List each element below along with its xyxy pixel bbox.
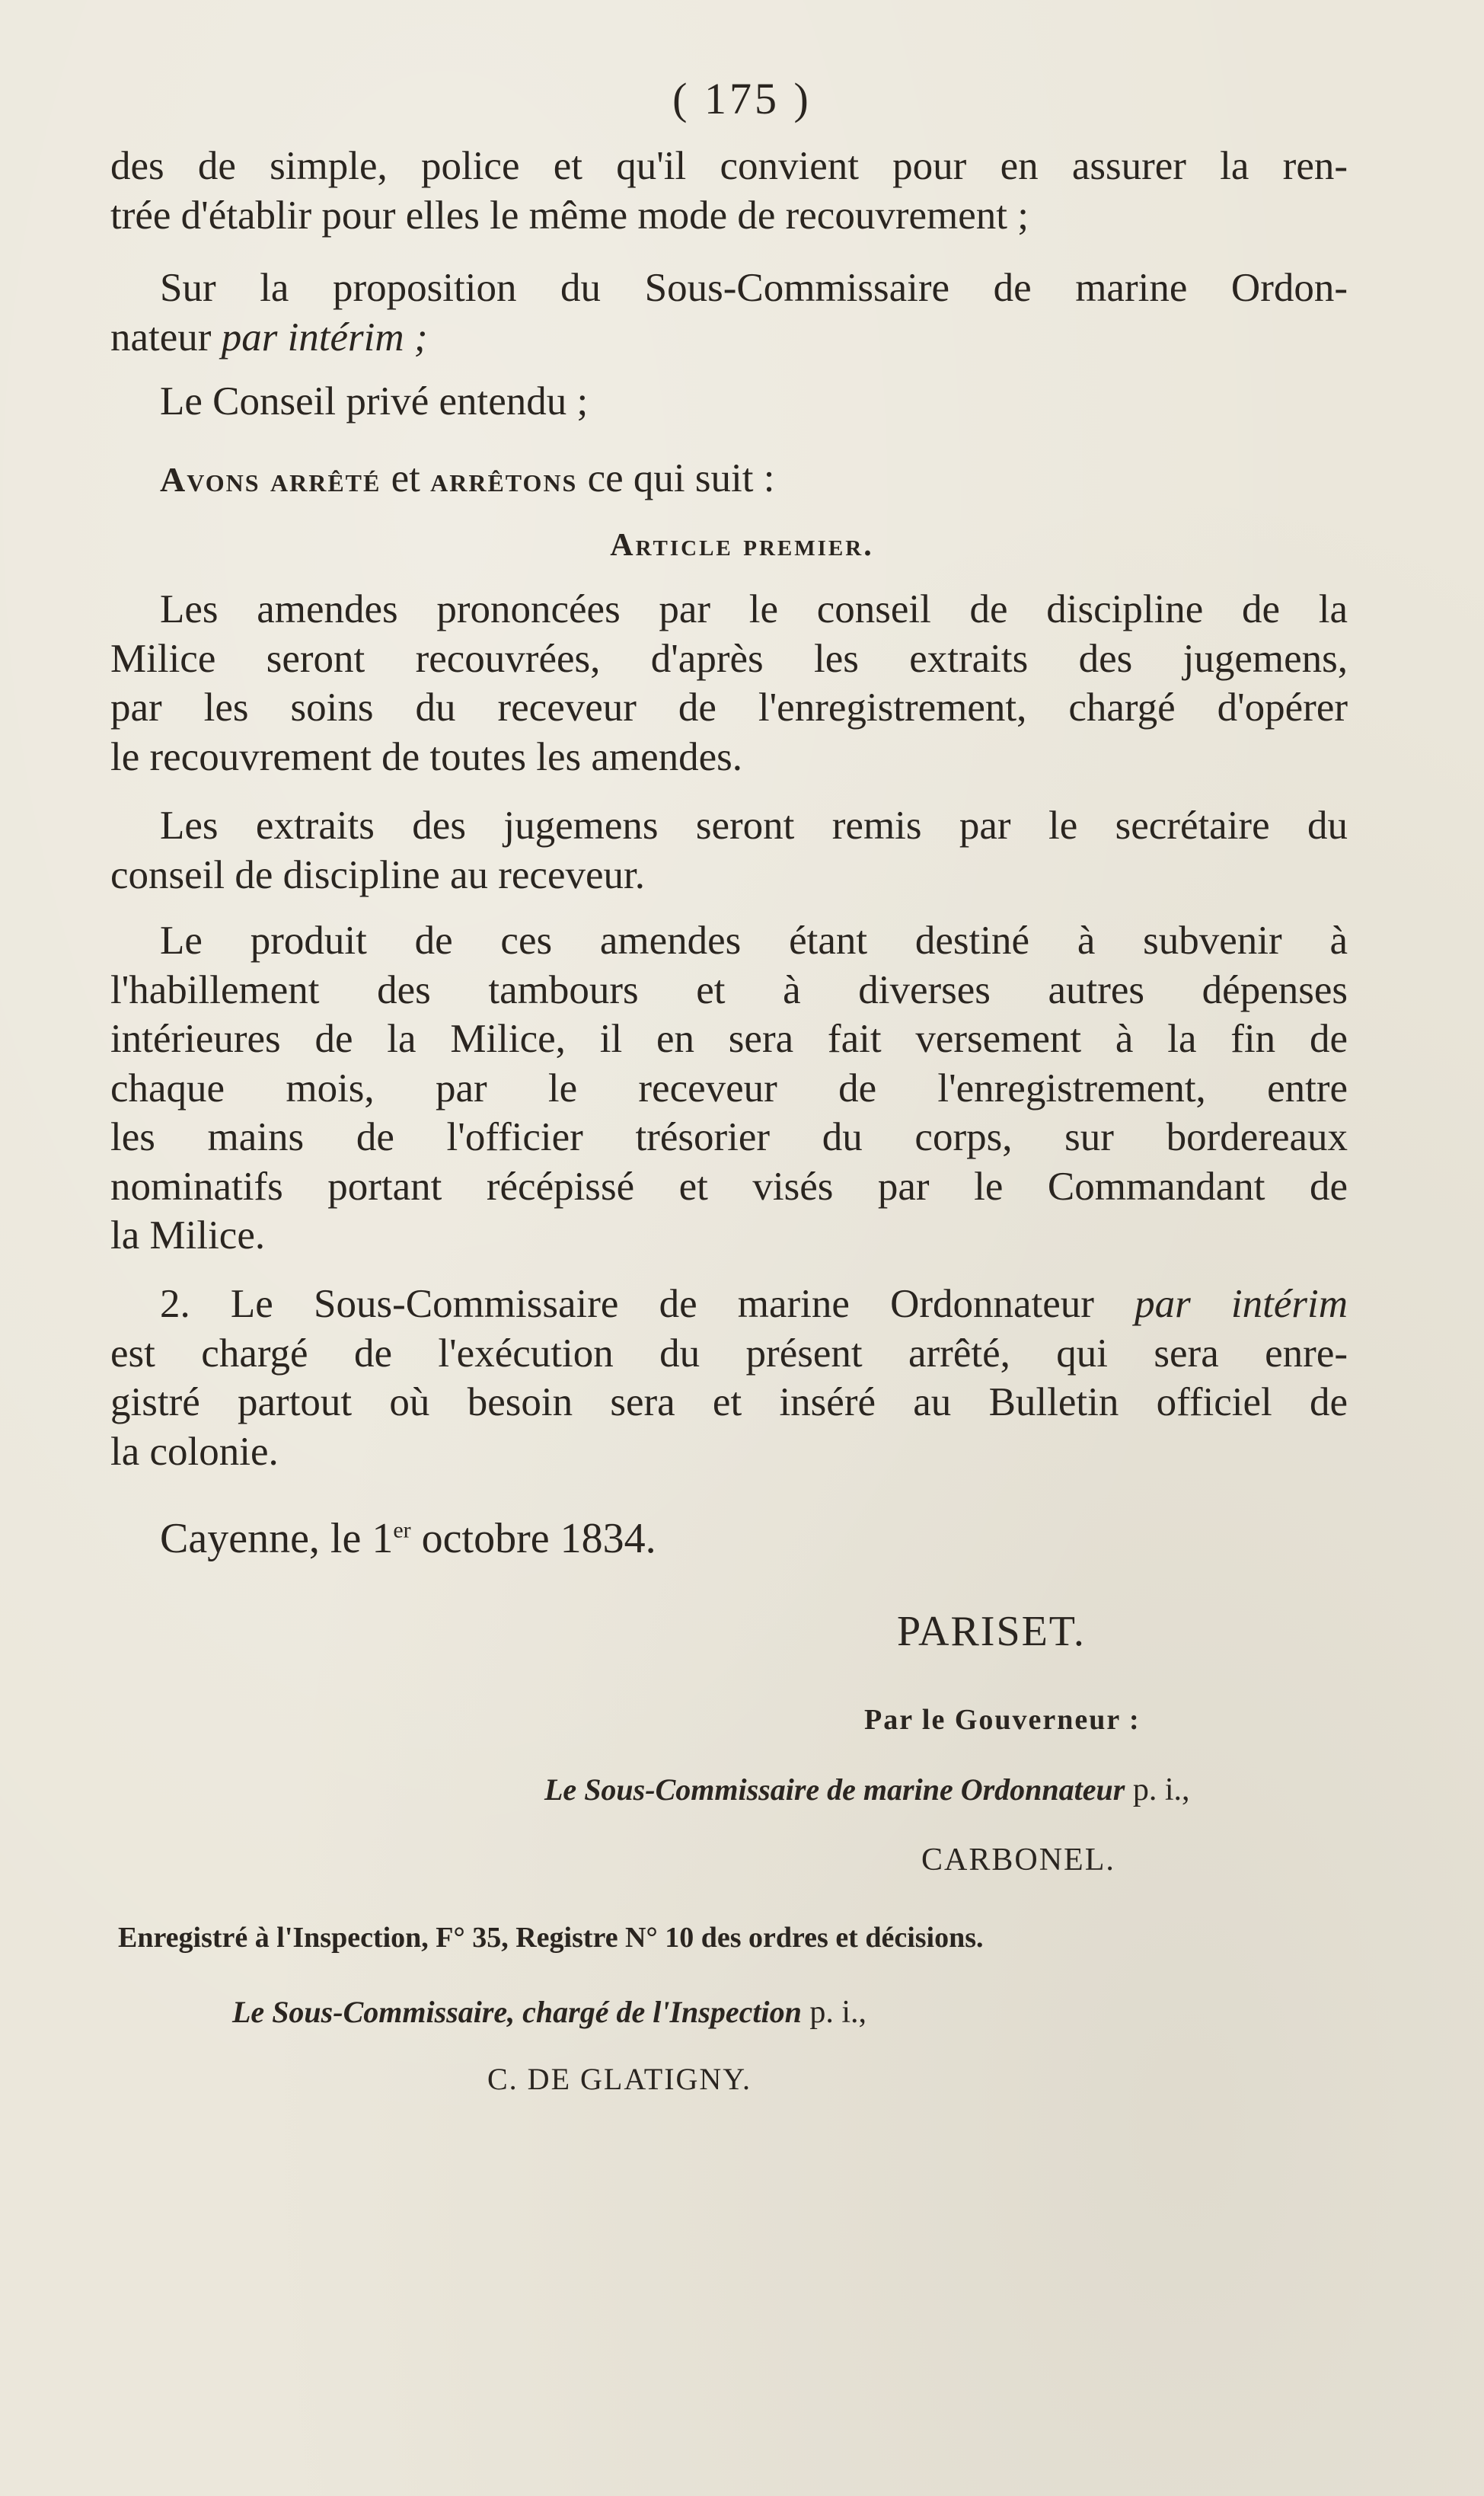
- paragraph-7-line-3: intérieures de la Milice, il en sera fait versement à la fin de: [110, 1017, 1348, 1061]
- paragraph-6-line-1: Les extraits des jugemens seront remis par le secrétaire du: [160, 804, 1348, 848]
- arretons: arrêtons: [430, 460, 578, 499]
- enregistre-line: Enregistré à l'Inspection, F° 35, Registre N° 10 des ordres et décisions.: [118, 1922, 984, 1954]
- date-line-rest: octobre 1834.: [410, 1515, 656, 1562]
- paragraph-7-line-6: nominatifs portant récépissé et visés par le Commandant de: [110, 1164, 1348, 1209]
- paragraph-8-line-1: [110, 1280, 1348, 1329]
- paragraph-7-line-2: l'habillement des tambours et à diverses autres dépenses: [110, 967, 1348, 1012]
- paragraph-5-line-1: Les amendes prononcées par le conseil de discipline de la: [160, 587, 1348, 631]
- par-le-gouverneur: Par le Gouverneur :: [864, 1704, 1141, 1736]
- paragraph-7-line-4: chaque mois, par le receveur de l'enregistrement, entre: [110, 1066, 1348, 1111]
- avons-arrete: Avons arrêté: [160, 460, 381, 499]
- paragraph-8-line-4: la colonie.: [110, 1429, 279, 1474]
- paragraph-5: [110, 585, 1348, 781]
- et-word: et: [381, 456, 431, 500]
- date-line-sup: er: [393, 1517, 411, 1543]
- paragraph-5-line-3: par les soins du receveur de l'enregistrement, chargé d'opérer: [110, 686, 1348, 730]
- paragraph-7: [110, 916, 1348, 1261]
- paragraph-1: [110, 142, 1348, 240]
- date-line-text: Cayenne, le 1: [160, 1515, 394, 1562]
- paragraph-2-line-2-plain: nateur: [110, 315, 222, 360]
- paragraph-8-line-2: est chargé de l'exécution du présent arrêté, qui sera enre-: [110, 1331, 1348, 1376]
- paragraph-8-line-1-plain: 2. Le Sous-Commissaire de marine Ordonnateur: [160, 1282, 1135, 1326]
- paragraph-8-line-3: gistré partout où besoin sera et inséré au Bulletin officiel de: [110, 1380, 1348, 1424]
- paragraph-3: Le Conseil privé entendu ;: [160, 379, 589, 423]
- sous-commissaire-line: [544, 1772, 1190, 1808]
- paragraph-4: [110, 454, 1397, 505]
- paragraph-7-line-1: Le produit de ces amendes étant destiné à subvenir à: [160, 919, 1348, 963]
- signature-de-glatigny: C. DE GLATIGNY.: [487, 2062, 752, 2096]
- paragraph-8-line-1-italic: par intérim: [1135, 1282, 1348, 1326]
- paragraph-2-line-1: Sur la proposition du Sous-Commissaire de marine Ordon-: [160, 266, 1348, 310]
- page-number: ( 175 ): [672, 74, 812, 123]
- paragraph-6: [110, 801, 1348, 900]
- article-heading: Article premier.: [610, 528, 874, 563]
- sous-commissaire-italic: Le Sous-Commissaire de marine Ordonnateur: [544, 1772, 1125, 1807]
- inspection-italic: Le Sous-Commissaire, chargé de l'Inspection: [232, 1995, 802, 2029]
- signature-pariset: PARISET.: [897, 1608, 1086, 1655]
- paragraph-1-line-2: trée d'établir pour elles le même mode de recouvrement ;: [110, 193, 1029, 238]
- ce-qui-suit: ce qui suit :: [577, 456, 775, 500]
- paragraph-7-line-7: la Milice.: [110, 1213, 266, 1258]
- paragraph-5-line-4: le recouvrement de toutes les amendes.: [110, 734, 743, 779]
- inspection-line: [232, 1994, 866, 2031]
- date-line: [160, 1514, 656, 1563]
- signature-carbonel: CARBONEL.: [921, 1842, 1115, 1878]
- paragraph-2-line-2: [110, 313, 1348, 363]
- paragraph-7-line-5: les mains de l'officier trésorier du corps, sur bordereaux: [110, 1115, 1348, 1159]
- paragraph-2-line-2-italic: par intérim ;: [221, 315, 428, 360]
- paragraph-5-line-2: Milice seront recouvrées, d'après les extraits des jugemens,: [110, 636, 1348, 681]
- inspection-pi: p. i.,: [801, 1995, 866, 2030]
- sous-commissaire-pi: p. i.,: [1125, 1772, 1190, 1807]
- paragraph-2: [110, 264, 1348, 362]
- paragraph-1-line-1: des de simple, police et qu'il convient pour en assurer la ren-: [110, 144, 1348, 188]
- paragraph-6-line-2: conseil de discipline au receveur.: [110, 852, 645, 897]
- paragraph-8: [110, 1280, 1348, 1476]
